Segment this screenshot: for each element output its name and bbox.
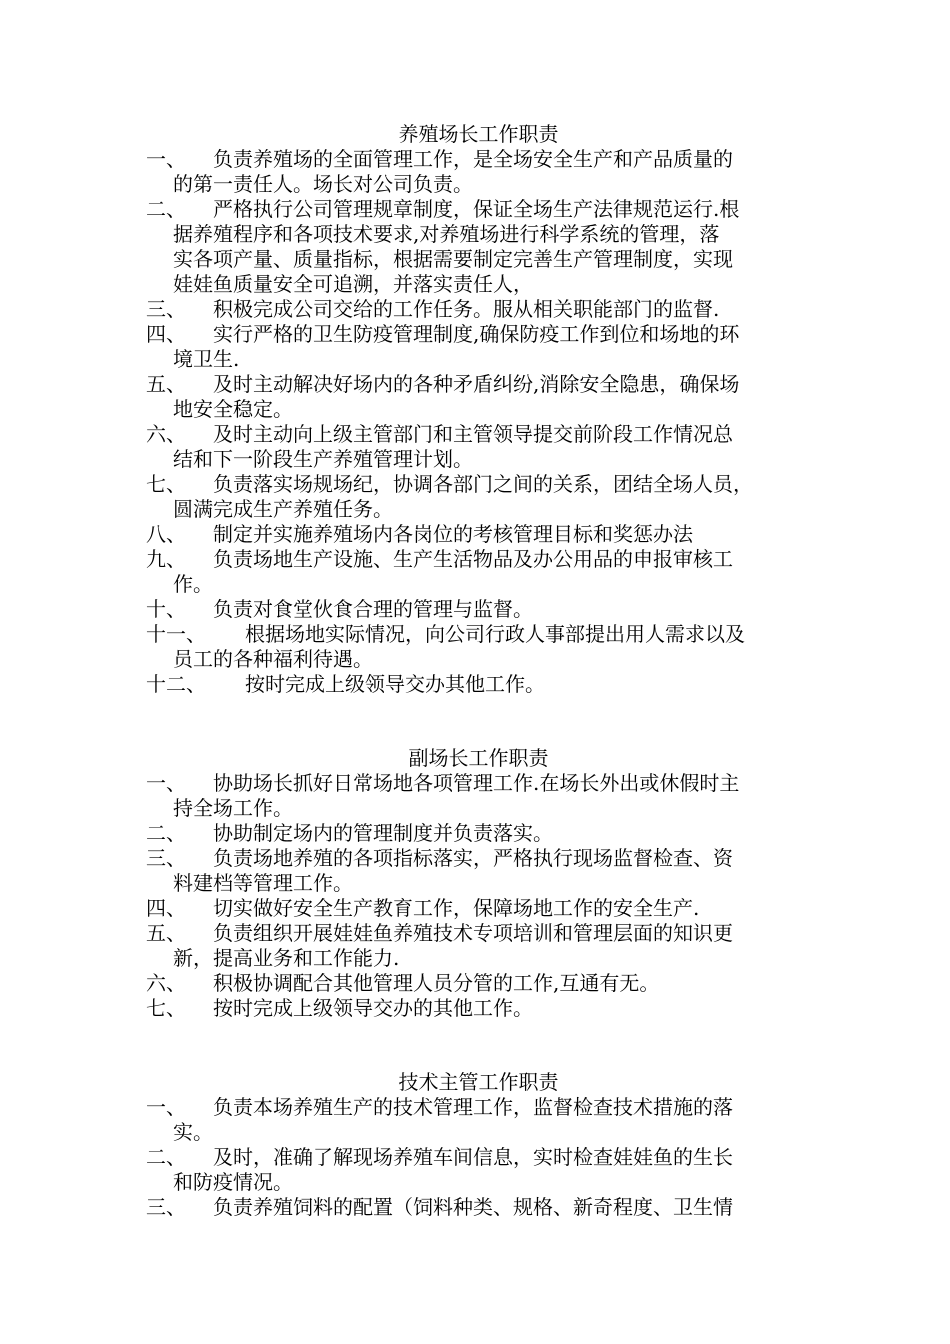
list-item bbox=[146, 672, 811, 697]
item-number: 五、 bbox=[146, 921, 186, 945]
list-item bbox=[146, 821, 811, 846]
item-text: 及时，准确了解现场养殖车间信息，实时检查娃娃鱼的生长 bbox=[213, 1145, 733, 1169]
section-technical-supervisor bbox=[146, 1069, 811, 1220]
item-text: 积极完成公司交给的工作任务。服从相关职能部门的监督. bbox=[213, 297, 720, 321]
list-item bbox=[146, 322, 811, 372]
item-number: 四、 bbox=[146, 322, 186, 346]
list-item bbox=[146, 896, 811, 921]
item-text: 娃娃鱼质量安全可追溯，并落实责任人， bbox=[173, 272, 533, 296]
item-text: 据养殖程序和各项技术要求,对养殖场进行科学系统的管理，落 bbox=[173, 222, 720, 246]
item-text: 地安全稳定。 bbox=[173, 397, 293, 421]
item-text: 境卫生. bbox=[173, 347, 240, 371]
item-number: 八、 bbox=[146, 522, 186, 546]
item-text: 负责养殖饲料的配置（饲料种类、规格、新奇程度、卫生情 bbox=[213, 1195, 733, 1219]
list-item bbox=[146, 771, 811, 821]
list-item bbox=[146, 147, 811, 197]
item-number: 十一、 bbox=[146, 622, 206, 646]
list-item bbox=[146, 996, 811, 1021]
list-item bbox=[146, 971, 811, 996]
item-text: 实。 bbox=[173, 1120, 213, 1144]
list-item bbox=[146, 1195, 811, 1220]
item-text: 协助场长抓好日常场地各项管理工作.在场长外出或休假时主 bbox=[213, 771, 740, 795]
item-text: 的第一责任人。场长对公司负责。 bbox=[173, 172, 473, 196]
list-item bbox=[146, 1095, 811, 1145]
item-text: 负责组织开展娃娃鱼养殖技术专项培训和管理层面的知识更 bbox=[213, 921, 733, 945]
list-item bbox=[146, 547, 811, 597]
item-text: 及时主动向上级主管部门和主管领导提交前阶段工作情况总 bbox=[213, 422, 733, 446]
item-number: 三、 bbox=[146, 1195, 186, 1219]
item-text: 员工的各种福利待遇。 bbox=[173, 647, 373, 671]
item-text: 切实做好安全生产教育工作，保障场地工作的安全生产. bbox=[213, 896, 700, 920]
item-text: 制定并实施养殖场内各岗位的考核管理目标和奖惩办法 bbox=[213, 522, 693, 546]
item-number: 二、 bbox=[146, 197, 186, 221]
item-number: 三、 bbox=[146, 846, 186, 870]
list-item bbox=[146, 921, 811, 971]
section-title: 技术主管工作职责 bbox=[398, 1070, 559, 1094]
item-text: 及时主动解决好场内的各种矛盾纠纷,消除安全隐患，确保场 bbox=[213, 372, 740, 396]
item-text: 协助制定场内的管理制度并负责落实。 bbox=[213, 821, 553, 845]
item-text: 负责落实场规场纪，协调各部门之间的关系，团结全场人员， bbox=[213, 472, 753, 496]
item-text: 实行严格的卫生防疫管理制度,确保防疫工作到位和场地的环 bbox=[213, 322, 740, 346]
item-number: 一、 bbox=[146, 1095, 186, 1119]
item-number: 九、 bbox=[146, 547, 186, 571]
list-item bbox=[146, 472, 811, 522]
list-item bbox=[146, 597, 811, 622]
item-number: 七、 bbox=[146, 472, 186, 496]
list-item bbox=[146, 622, 811, 672]
list-item bbox=[146, 522, 811, 547]
item-text: 负责场地生产设施、生产生活物品及办公用品的申报审核工 bbox=[213, 547, 733, 571]
item-text: 结和下一阶段生产养殖管理计划。 bbox=[173, 447, 473, 471]
item-number: 五、 bbox=[146, 372, 186, 396]
item-number: 六、 bbox=[146, 422, 186, 446]
list-item bbox=[146, 422, 811, 472]
item-text: 严格执行公司管理规章制度，保证全场生产法律规范运行.根 bbox=[213, 197, 740, 221]
item-text: 积极协调配合其他管理人员分管的工作,互通有无。 bbox=[213, 971, 660, 995]
item-number: 十二、 bbox=[146, 672, 206, 696]
item-text: 负责本场养殖生产的技术管理工作，监督检查技术措施的落 bbox=[213, 1095, 733, 1119]
item-text: 负责养殖场的全面管理工作，是全场安全生产和产品质量的 bbox=[213, 147, 733, 171]
item-text: 持全场工作。 bbox=[173, 796, 293, 820]
item-number: 一、 bbox=[146, 771, 186, 795]
section-deputy-manager bbox=[146, 745, 811, 1021]
item-number: 一、 bbox=[146, 147, 186, 171]
section-title: 副场长工作职责 bbox=[408, 746, 549, 770]
item-text: 新，提高业务和工作能力. bbox=[173, 946, 400, 970]
item-number: 六、 bbox=[146, 971, 186, 995]
item-number: 十、 bbox=[146, 597, 186, 621]
section-title: 养殖场长工作职责 bbox=[398, 122, 559, 146]
item-number: 七、 bbox=[146, 996, 186, 1020]
item-text: 实各项产量、质量指标，根据需要制定完善生产管理制度，实现 bbox=[173, 247, 733, 271]
list-item bbox=[146, 197, 811, 297]
list-item bbox=[146, 372, 811, 422]
item-number: 二、 bbox=[146, 1145, 186, 1169]
item-text: 圆满完成生产养殖任务。 bbox=[173, 497, 393, 521]
item-text: 和防疫情况。 bbox=[173, 1170, 293, 1194]
item-text: 按时完成上级领导交办的其他工作。 bbox=[213, 996, 533, 1020]
item-number: 三、 bbox=[146, 297, 186, 321]
item-text: 负责场地养殖的各项指标落实，严格执行现场监督检查、资 bbox=[213, 846, 733, 870]
item-number: 四、 bbox=[146, 896, 186, 920]
list-item bbox=[146, 846, 811, 896]
section-farm-manager bbox=[146, 121, 811, 697]
list-item bbox=[146, 1145, 811, 1195]
item-text: 作。 bbox=[173, 572, 213, 596]
item-text: 根据场地实际情况，向公司行政人事部提出用人需求以及 bbox=[245, 622, 745, 646]
list-item bbox=[146, 297, 811, 322]
item-text: 料建档等管理工作。 bbox=[173, 871, 353, 895]
item-text: 按时完成上级领导交办其他工作。 bbox=[245, 672, 545, 696]
item-text: 负责对食堂伙食合理的管理与监督。 bbox=[213, 597, 533, 621]
item-number: 二、 bbox=[146, 821, 186, 845]
